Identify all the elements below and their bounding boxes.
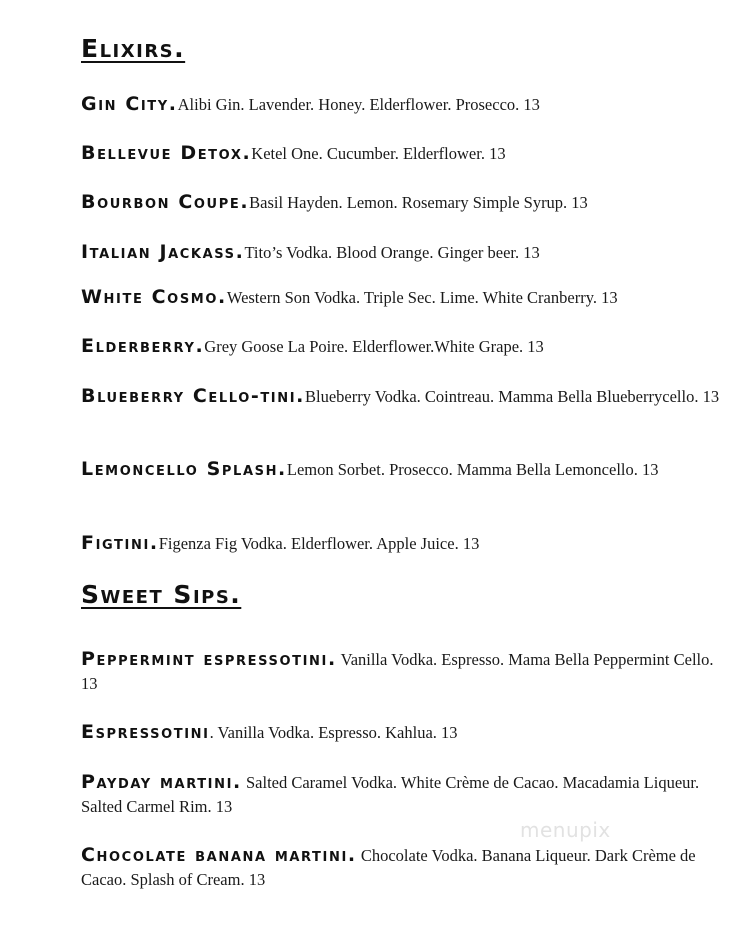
menu-item-chocolate-banana-martini [81, 843, 731, 892]
menu-item-payday-martini [81, 770, 731, 819]
menu-item-bourbon-coupe [81, 190, 731, 215]
menu-item-name: Chocolate banana martini. [81, 844, 357, 866]
menu-item-description: Blueberry Vodka. Cointreau. Mamma Bella Blueberrycello. 13 [304, 387, 720, 406]
menu-item-peppermint-espressotini [81, 647, 731, 696]
menu-item-description: Chocolate Vodka. Banana Liqueur. Dark Crème de Cacao. Splash of Cream. 13 [81, 846, 696, 889]
watermark: menupix [520, 818, 611, 842]
menu-item-description: . Vanilla Vodka. Espresso. Kahlua. 13 [209, 723, 458, 742]
menu-item-name: Bourbon Coupe. [81, 191, 250, 213]
menu-item-description: Tito’s Vodka. Blood Orange. Ginger beer. 13 [244, 243, 540, 262]
menu-item-name: Elderberry. [81, 335, 205, 357]
menu-item-lemoncello-splash [81, 457, 731, 482]
section-title-sweet-sips: Sweet Sips. [81, 580, 242, 609]
menu-item-description: Alibi Gin. Lavender. Honey. Elderflower. Prosecco. 13 [177, 95, 540, 114]
menu-item-name: Peppermint espressotini. [81, 648, 337, 670]
menu-item-name: Gin City. [81, 93, 178, 115]
menu-item-name: Lemoncello Splash. [81, 458, 287, 480]
menu-item-name: Payday martini. [81, 771, 242, 793]
menu-item-name: White Cosmo. [81, 286, 227, 308]
menu-item-name: Bellevue Detox. [81, 142, 252, 164]
menu-item-white-cosmo [81, 285, 731, 310]
menu-item-description: Salted Caramel Vodka. White Crème de Cacao. Macadamia Liqueur. Salted Carmel Rim. 13 [81, 773, 700, 816]
menu-item-espressotini [81, 720, 731, 745]
menu-item-name: Italian Jackass. [81, 241, 245, 263]
menu-item-description: Ketel One. Cucumber. Elderflower. 13 [251, 144, 506, 163]
menu-item-description: Figenza Fig Vodka. Elderflower. Apple Juice. 13 [158, 534, 480, 553]
menu-item-description: Grey Goose La Poire. Elderflower.White Grape. 13 [204, 337, 544, 356]
section-title-elixirs: Elixirs. [81, 34, 186, 63]
menu-item-name: Figtini. [81, 532, 159, 554]
menu-item-name: Blueberry Cello-tini. [81, 385, 305, 407]
menu-item-gin-city [81, 92, 731, 117]
menu-item-italian-jackass [81, 240, 731, 265]
menu-item-name: Espressotini [81, 721, 210, 743]
menu-item-blueberry-cello-tini [81, 384, 731, 409]
menu-item-figtini [81, 531, 731, 556]
menu-item-description: Lemon Sorbet. Prosecco. Mamma Bella Lemoncello. 13 [286, 460, 659, 479]
menu-item-bellevue-detox [81, 141, 731, 166]
menu-item-description: Vanilla Vodka. Espresso. Mama Bella Peppermint Cello. 13 [81, 650, 714, 693]
menu-item-elderberry [81, 334, 731, 359]
menu-item-description: Basil Hayden. Lemon. Rosemary Simple Syrup. 13 [249, 193, 588, 212]
menu-item-description: Western Son Vodka. Triple Sec. Lime. White Cranberry. 13 [226, 288, 618, 307]
